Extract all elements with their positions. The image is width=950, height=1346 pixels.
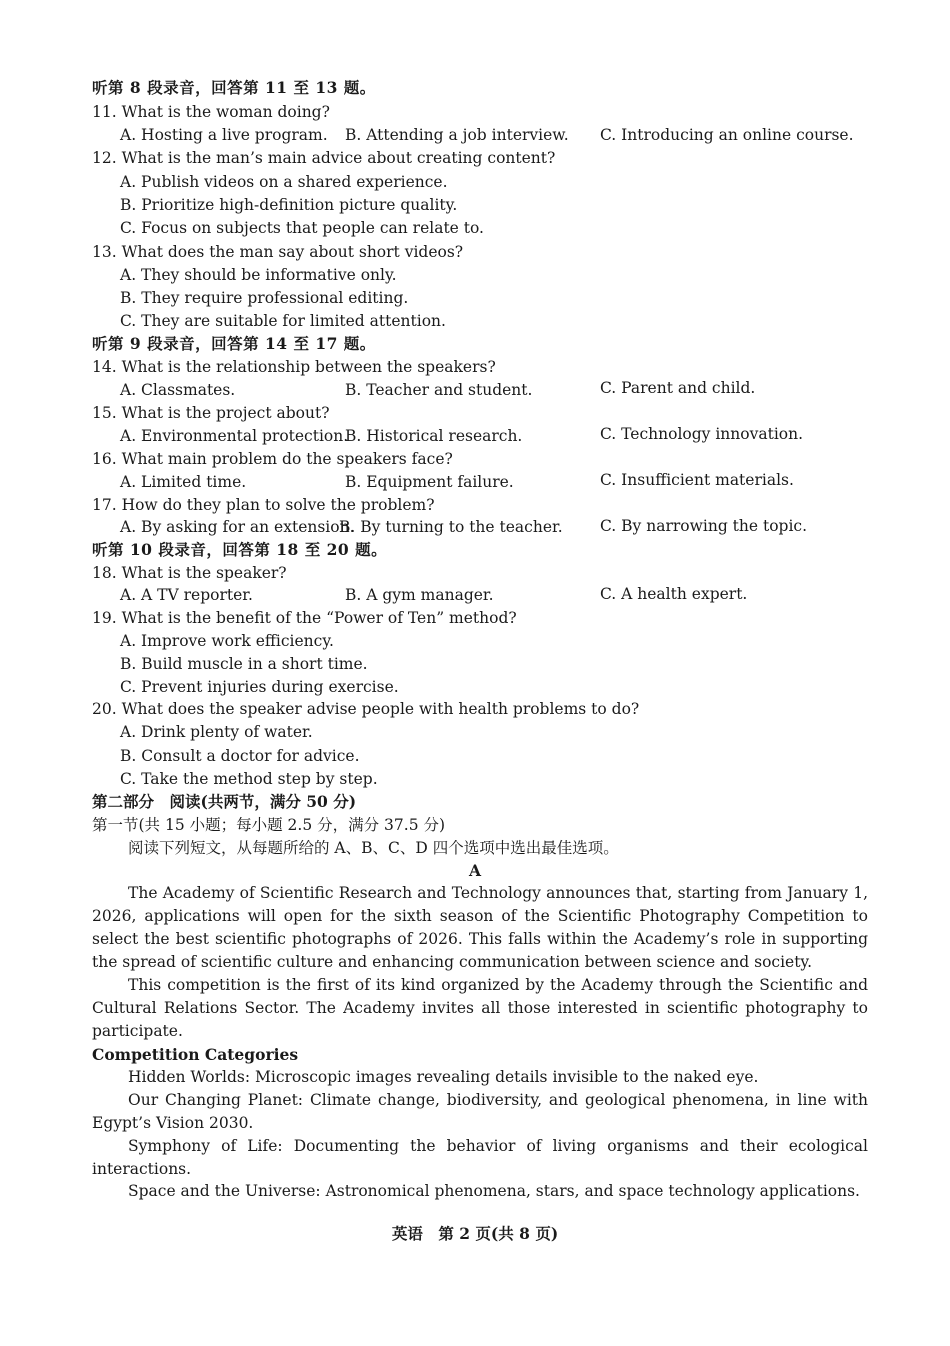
- q15-option-b: B. Historical research.: [345, 427, 523, 445]
- passage-paragraph-2: This competition is the first of its kind organized by the Academy through the Scientific and Cultural Relations Sector. The Academy invites all those interested in scientific photography to participate.: [92, 976, 868, 1040]
- category-changing-planet: Our Changing Planet: Climate change, biodiversity, and geological phenomena, in line with Egypt’s Vision 2030.: [92, 1091, 868, 1132]
- q17-option-a: A. By asking for an extension.: [120, 518, 355, 536]
- question-12: 12. What is the man’s main advice about creating content?: [92, 149, 556, 167]
- q18-option-b: B. A gym manager.: [345, 586, 494, 604]
- q19-option-b: B. Build muscle in a short time.: [120, 655, 368, 673]
- q12-option-a: A. Publish videos on a shared experience.: [120, 173, 448, 191]
- section-8-header: 听第 8 段录音，回答第 11 至 13 题。: [92, 78, 376, 97]
- q16-option-a: A. Limited time.: [120, 473, 247, 491]
- q18-option-a: A. A TV reporter.: [120, 586, 253, 604]
- q14-option-a: A. Classmates.: [120, 381, 236, 399]
- q16-option-c: C. Insufficient materials.: [600, 471, 794, 489]
- q14-option-b: B. Teacher and student.: [345, 381, 533, 399]
- q13-option-a: A. They should be informative only.: [120, 266, 397, 284]
- q17-option-c: C. By narrowing the topic.: [600, 517, 808, 535]
- categories-heading: Competition Categories: [92, 1045, 299, 1064]
- q15-option-a: A. Environmental protection.: [120, 427, 349, 445]
- q11-option-c: C. Introducing an online course.: [600, 126, 854, 144]
- question-17: 17. How do they plan to solve the problem?: [92, 496, 435, 514]
- question-20: 20. What does the speaker advise people with health problems to do?: [92, 700, 640, 718]
- category-space-universe: Space and the Universe: Astronomical phenomena, stars, and space technology applications.: [128, 1182, 860, 1200]
- category-hidden-worlds: Hidden Worlds: Microscopic images revealing details invisible to the naked eye.: [128, 1068, 759, 1086]
- q19-option-c: C. Prevent injuries during exercise.: [120, 678, 399, 696]
- reading-instruction: 阅读下列短文，从每题所给的 A、B、C、D 四个选项中选出最佳选项。: [128, 839, 619, 857]
- question-16: 16. What main problem do the speakers face?: [92, 450, 453, 468]
- q20-option-b: B. Consult a doctor for advice.: [120, 747, 360, 765]
- q12-option-c: C. Focus on subjects that people can relate to.: [120, 219, 484, 237]
- part-two-title: 第二部分 阅读(共两节，满分 50 分): [92, 792, 357, 811]
- q11-option-b: B. Attending a job interview.: [345, 126, 569, 144]
- section-9-header: 听第 9 段录音，回答第 14 至 17 题。: [92, 334, 376, 353]
- q14-option-c: C. Parent and child.: [600, 379, 756, 397]
- category-symphony-of-life: Symphony of Life: Documenting the behavior of living organisms and their ecological interactions.: [92, 1137, 868, 1178]
- q18-option-c: C. A health expert.: [600, 585, 748, 603]
- question-19: 19. What is the benefit of the “Power of Ten” method?: [92, 609, 517, 627]
- q20-option-a: A. Drink plenty of water.: [120, 723, 313, 741]
- passage-label: A: [468, 861, 482, 880]
- q19-option-a: A. Improve work efficiency.: [120, 632, 334, 650]
- question-15: 15. What is the project about?: [92, 404, 330, 422]
- page-footer: 英语 第 2 页(共 8 页): [391, 1224, 559, 1243]
- question-18: 18. What is the speaker?: [92, 564, 287, 582]
- q12-option-b: B. Prioritize high-definition picture quality.: [120, 196, 458, 214]
- question-14: 14. What is the relationship between the speakers?: [92, 358, 496, 376]
- q15-option-c: C. Technology innovation.: [600, 425, 804, 443]
- q13-option-c: C. They are suitable for limited attention.: [120, 312, 446, 330]
- q16-option-b: B. Equipment failure.: [345, 473, 514, 491]
- question-11: 11. What is the woman doing?: [92, 103, 330, 121]
- question-13: 13. What does the man say about short videos?: [92, 243, 464, 261]
- q11-option-a: A. Hosting a live program.: [120, 126, 328, 144]
- q17-option-b: B. By turning to the teacher.: [339, 518, 563, 536]
- passage-paragraph-1: The Academy of Scientific Research and Technology announces that, starting from January 1, 2026, applications will open for the sixth season of the Scientific Photography Competition to select the best scientific photographs of 2026. This falls within the Academy’s role in supporting the spread of scientific culture and enhancing communication between science and society.: [92, 884, 868, 971]
- section-10-header: 听第 10 段录音，回答第 18 至 20 题。: [92, 540, 388, 559]
- q20-option-c: C. Take the method step by step.: [120, 770, 378, 788]
- q13-option-b: B. They require professional editing.: [120, 289, 409, 307]
- section-one-title: 第一节(共 15 小题；每小题 2.5 分，满分 37.5 分): [92, 816, 446, 834]
